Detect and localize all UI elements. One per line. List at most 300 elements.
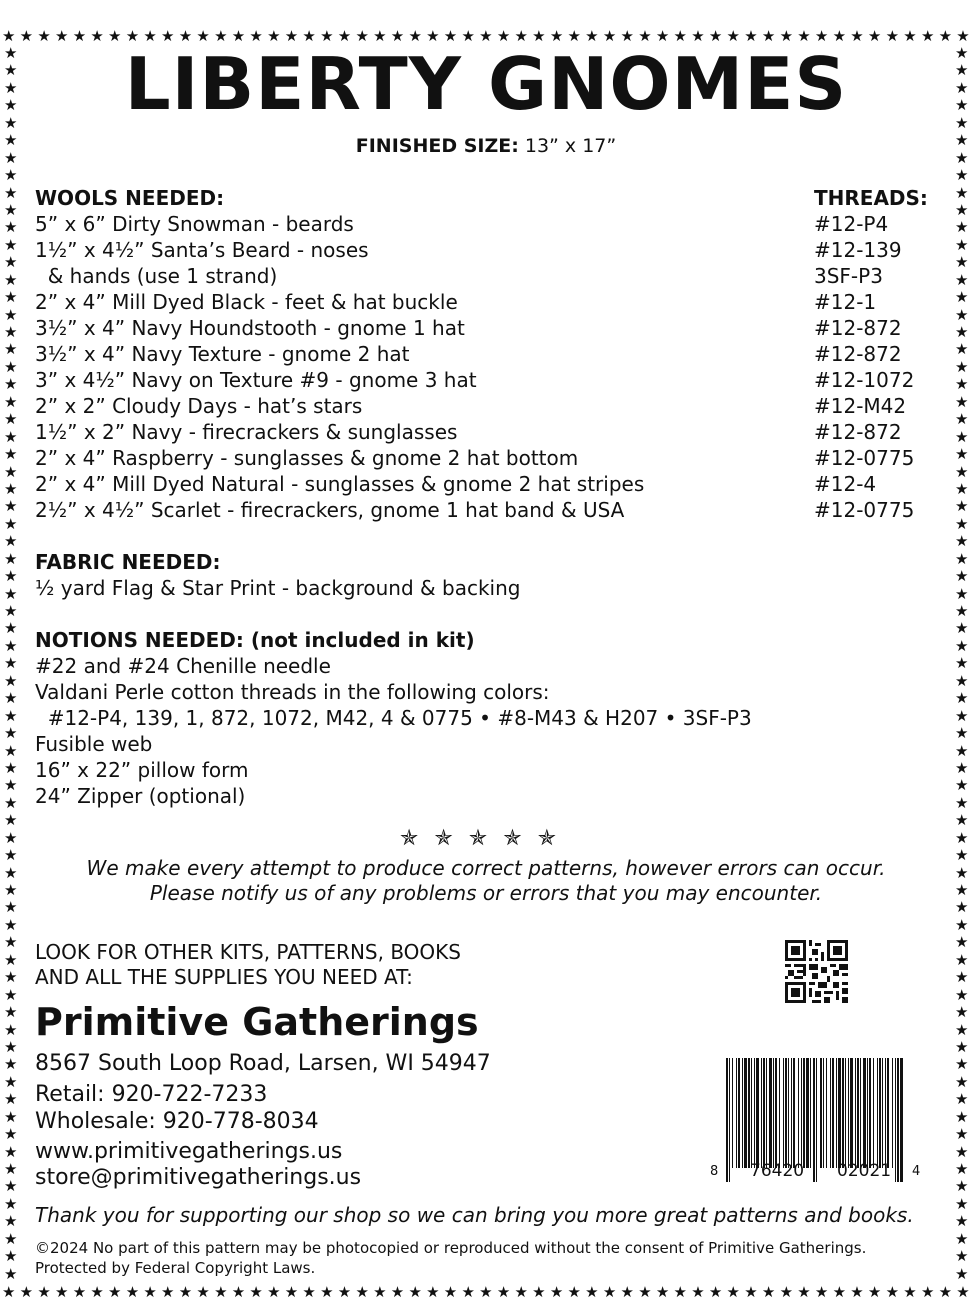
star-icon: ★ xyxy=(302,27,316,45)
star-icon: ★ xyxy=(479,27,493,45)
star-icon: ★ xyxy=(955,427,969,446)
notion-item: Valdani Perle cotton threads in the following colors: xyxy=(35,680,550,704)
barcode-bar xyxy=(895,1058,896,1182)
star-icon: ★ xyxy=(19,27,34,45)
lookfor-line: LOOK FOR OTHER KITS, PATTERNS, BOOKS xyxy=(35,940,461,964)
star-icon: ★ xyxy=(4,758,18,777)
star-icon: ★ xyxy=(2,27,16,45)
star-icon: ★ xyxy=(955,654,969,673)
star-icon: ★ xyxy=(955,218,969,237)
star-icon: ★ xyxy=(408,27,422,45)
star-icon: ★ xyxy=(4,671,18,690)
star-icon: ★ xyxy=(4,357,18,376)
barcode-bar xyxy=(810,1058,811,1168)
thread-item: #12-139 xyxy=(814,238,902,262)
star-icon: ★ xyxy=(938,27,953,45)
star-icon: ★ xyxy=(955,305,969,324)
star-icon: ★ xyxy=(955,898,969,917)
copyright-line: Protected by Federal Copyright Laws. xyxy=(35,1259,316,1277)
wool-item: 2½” x 4½” Scarlet - firecrackers, gnome 1 hat band & USA xyxy=(35,498,625,522)
star-icon: ★ xyxy=(4,584,18,603)
fabric-heading: FABRIC NEEDED: xyxy=(35,550,221,574)
barcode-bar xyxy=(823,1058,824,1168)
star-icon: ★ xyxy=(4,567,18,586)
wool-item: 2” x 4” Mill Dyed Natural - sunglasses & gnome 2 hat stripes xyxy=(35,472,645,496)
star-icon: ★ xyxy=(955,863,969,882)
barcode-bar xyxy=(742,1058,743,1168)
star-icon: ★ xyxy=(125,1283,140,1301)
star-icon: ★ xyxy=(867,27,882,45)
barcode-bar xyxy=(869,1058,871,1168)
star-divider xyxy=(0,826,972,851)
star-icon: ★ xyxy=(4,898,18,917)
star-icon: ★ xyxy=(4,1072,18,1091)
star-icon: ★ xyxy=(4,410,18,429)
barcode-bar xyxy=(877,1058,878,1168)
star-icon: ★ xyxy=(955,96,969,115)
star-icon: ★ xyxy=(90,1283,104,1301)
thread-item: #12-0775 xyxy=(814,498,915,522)
star-icon: ★ xyxy=(284,1283,299,1301)
star-icon: ★ xyxy=(955,445,969,464)
star-icon: ★ xyxy=(4,532,18,551)
star-icon: ★ xyxy=(4,1125,18,1144)
star-icon: ★ xyxy=(4,340,18,359)
star-icon: ★ xyxy=(231,1283,246,1301)
barcode-bar xyxy=(798,1058,799,1168)
star-icon: ★ xyxy=(4,305,18,324)
star-icon: ★ xyxy=(4,270,18,289)
star-icon: ★ xyxy=(832,1283,847,1301)
wool-item: 2” x 4” Raspberry - sunglasses & gnome 2 hat bottom xyxy=(35,446,579,470)
star-icon: ★ xyxy=(955,288,969,307)
star-icon: ★ xyxy=(267,1283,281,1301)
wool-item: 1½” x 4½” Santa’s Beard - noses xyxy=(35,238,369,262)
barcode-digits-left: 76420 xyxy=(750,1161,805,1181)
star-icon: ★ xyxy=(955,462,969,481)
star-icon: ★ xyxy=(708,1283,723,1301)
star-icon: ★ xyxy=(744,27,758,45)
notion-item: #22 and #24 Chenille needle xyxy=(35,654,331,678)
star-icon: ★ xyxy=(955,532,969,551)
page-title: LIBERTY GNOMES xyxy=(124,42,848,126)
star-icon: ★ xyxy=(532,1283,546,1301)
star-icon: ★ xyxy=(726,27,740,45)
star-icon: ★ xyxy=(955,584,969,603)
star-icon: ★ xyxy=(4,985,18,1004)
star-icon: ★ xyxy=(955,724,969,743)
star-icon: ★ xyxy=(4,96,18,115)
star-icon: ✯ xyxy=(503,826,538,851)
barcode-bar xyxy=(850,1058,853,1168)
star-icon: ★ xyxy=(196,27,210,45)
star-icon: ★ xyxy=(955,846,969,865)
wool-item: 2” x 2” Cloudy Days - hat’s stars xyxy=(35,394,363,418)
barcode-bar xyxy=(785,1058,787,1168)
star-border-right xyxy=(955,46,968,1282)
star-icon: ★ xyxy=(814,27,829,45)
star-icon: ★ xyxy=(585,1283,599,1301)
star-icon: ★ xyxy=(955,235,969,254)
star-icon: ★ xyxy=(955,1125,969,1144)
fabric-item: ½ yard Flag & Star Print - background & backing xyxy=(35,576,521,600)
star-icon: ★ xyxy=(4,131,18,150)
star-icon: ★ xyxy=(955,253,969,272)
barcode-bar xyxy=(813,1058,815,1182)
star-icon: ★ xyxy=(249,27,263,45)
star-icon: ★ xyxy=(2,1283,16,1301)
barcode-bar xyxy=(806,1058,809,1168)
barcode-bar xyxy=(726,1058,728,1182)
star-icon: ★ xyxy=(620,1283,634,1301)
barcode-bar xyxy=(885,1058,886,1168)
star-icon: ★ xyxy=(108,27,122,45)
star-icon: ★ xyxy=(673,1283,687,1301)
star-icon: ★ xyxy=(638,27,652,45)
star-icon: ★ xyxy=(955,1264,969,1283)
star-icon: ★ xyxy=(496,1283,511,1301)
barcode-bar xyxy=(845,1058,846,1168)
thread-item: #12-872 xyxy=(814,316,902,340)
star-icon: ★ xyxy=(4,863,18,882)
wool-item: 3½” x 4” Navy Texture - gnome 2 hat xyxy=(35,342,410,366)
barcode-bar xyxy=(754,1058,755,1168)
thread-item: #12-0775 xyxy=(814,446,915,470)
website-link[interactable]: www.primitivegatherings.us xyxy=(35,1139,343,1164)
star-icon: ★ xyxy=(955,1212,969,1231)
star-icon: ★ xyxy=(231,27,246,45)
thread-item: #12-872 xyxy=(814,342,902,366)
star-icon: ★ xyxy=(955,706,969,725)
wholesale-phone: Wholesale: 920-778-8034 xyxy=(35,1109,319,1134)
star-icon: ★ xyxy=(4,846,18,865)
star-icon: ✯ xyxy=(434,826,469,851)
star-icon: ★ xyxy=(4,375,18,394)
star-icon: ★ xyxy=(514,1283,528,1301)
address: 8567 South Loop Road, Larsen, WI 54947 xyxy=(35,1051,491,1076)
star-icon: ★ xyxy=(955,1177,969,1196)
star-icon: ★ xyxy=(4,113,18,132)
star-icon: ★ xyxy=(955,793,969,812)
star-icon: ★ xyxy=(955,1229,969,1248)
star-icon: ★ xyxy=(955,915,969,934)
barcode-bar xyxy=(830,1058,831,1168)
star-icon: ✯ xyxy=(468,826,504,851)
star-icon: ★ xyxy=(602,1283,617,1301)
star-icon: ★ xyxy=(178,1283,193,1301)
star-icon: ★ xyxy=(955,392,969,411)
star-icon: ★ xyxy=(920,1283,935,1301)
star-icon: ★ xyxy=(302,1283,316,1301)
star-icon: ★ xyxy=(337,1283,352,1301)
star-icon: ★ xyxy=(885,1283,900,1301)
star-icon: ★ xyxy=(920,27,935,45)
star-icon: ★ xyxy=(4,968,18,987)
star-icon: ★ xyxy=(585,27,599,45)
star-icon: ★ xyxy=(355,27,369,45)
star-icon: ★ xyxy=(567,27,581,45)
star-icon: ★ xyxy=(337,27,352,45)
star-icon: ★ xyxy=(4,933,18,952)
star-icon: ★ xyxy=(955,78,969,97)
star-icon: ★ xyxy=(955,968,969,987)
barcode-bar xyxy=(860,1058,861,1168)
barcode-bar xyxy=(836,1058,837,1168)
star-icon: ★ xyxy=(4,235,18,254)
star-icon: ★ xyxy=(4,1212,18,1231)
barcode-bar xyxy=(820,1058,822,1168)
star-icon: ★ xyxy=(955,479,969,498)
wool-item: 5” x 6” Dirty Snowman - beards xyxy=(35,212,354,236)
star-icon: ★ xyxy=(4,793,18,812)
star-icon: ★ xyxy=(4,828,18,847)
thank-you-note: Thank you for supporting our shop so we can bring you more great patterns and books. xyxy=(35,1203,914,1227)
star-icon: ★ xyxy=(955,619,969,638)
star-icon: ★ xyxy=(955,1247,969,1266)
star-icon: ★ xyxy=(602,27,617,45)
star-icon: ★ xyxy=(955,166,969,185)
star-icon: ★ xyxy=(691,1283,705,1301)
star-icon: ★ xyxy=(161,27,175,45)
star-icon: ★ xyxy=(955,567,969,586)
star-icon: ★ xyxy=(4,462,18,481)
copyright-line: ©2024 No part of this pattern may be photocopied or reproduced without the consent of Primitive Gatherings. xyxy=(35,1239,867,1257)
star-icon: ★ xyxy=(955,636,969,655)
barcode-digits-right: 02021 xyxy=(837,1161,892,1181)
barcode-bar xyxy=(738,1058,740,1168)
star-icon: ★ xyxy=(4,323,18,341)
star-icon: ★ xyxy=(903,1283,917,1301)
star-icon: ★ xyxy=(125,27,140,45)
star-icon: ★ xyxy=(955,1003,969,1022)
star-icon: ★ xyxy=(955,514,969,533)
star-icon: ★ xyxy=(549,27,564,45)
star-icon: ★ xyxy=(955,1020,969,1039)
star-icon: ★ xyxy=(443,1283,458,1301)
star-icon: ★ xyxy=(4,724,18,743)
star-icon: ★ xyxy=(955,985,969,1004)
star-icon: ★ xyxy=(72,27,87,45)
star-icon: ★ xyxy=(37,27,51,45)
star-icon: ★ xyxy=(143,1283,157,1301)
finished-size xyxy=(0,131,972,157)
star-icon: ★ xyxy=(655,27,670,45)
wool-item: 3½” x 4” Navy Houndstooth - gnome 1 hat xyxy=(35,316,465,340)
finished-size-label: FINISHED SIZE: xyxy=(355,135,519,157)
thread-item: #12-P4 xyxy=(814,212,889,236)
star-icon: ★ xyxy=(214,27,228,45)
email-link[interactable]: store@primitivegatherings.us xyxy=(35,1165,362,1190)
barcode-bar xyxy=(736,1058,737,1168)
star-icon: ★ xyxy=(4,392,18,411)
thread-item: 3SF-P3 xyxy=(814,264,883,288)
star-icon: ★ xyxy=(4,61,18,80)
barcode-bar xyxy=(892,1058,893,1168)
star-icon: ★ xyxy=(108,1283,122,1301)
star-icon: ★ xyxy=(461,1283,475,1301)
star-icon: ★ xyxy=(249,1283,263,1301)
star-icon: ★ xyxy=(955,340,969,359)
star-icon: ★ xyxy=(4,1020,18,1039)
barcode-bar xyxy=(729,1058,730,1182)
star-icon: ★ xyxy=(850,27,864,45)
star-icon: ★ xyxy=(4,706,18,725)
star-icon: ★ xyxy=(955,410,969,429)
star-icon: ★ xyxy=(461,27,475,45)
star-icon: ★ xyxy=(4,1055,18,1074)
star-icon: ★ xyxy=(797,1283,811,1301)
star-icon: ★ xyxy=(955,270,969,289)
star-icon: ★ xyxy=(955,61,969,80)
barcode-bar xyxy=(801,1058,802,1168)
star-icon: ★ xyxy=(549,1283,564,1301)
star-icon: ★ xyxy=(955,113,969,132)
star-icon: ★ xyxy=(37,1283,51,1301)
barcode-bar xyxy=(783,1058,784,1168)
threads-heading: THREADS: xyxy=(814,186,928,210)
star-icon: ★ xyxy=(214,1283,228,1301)
star-icon: ★ xyxy=(955,1194,969,1213)
barcode-bar xyxy=(744,1058,747,1168)
barcode-bar xyxy=(751,1058,752,1168)
star-icon: ★ xyxy=(955,1107,969,1126)
star-icon: ★ xyxy=(955,183,969,202)
barcode-bar xyxy=(887,1058,889,1168)
star-icon: ★ xyxy=(4,1142,18,1161)
barcode-bar xyxy=(756,1058,759,1168)
notion-item: #12-P4, 139, 1, 872, 1072, M42, 4 & 0775 • #8-M43 & H207 • 3SF-P3 xyxy=(35,706,752,730)
star-icon: ★ xyxy=(90,27,104,45)
star-icon: ★ xyxy=(4,514,18,533)
star-icon: ★ xyxy=(4,479,18,498)
barcode-bar xyxy=(842,1058,844,1168)
star-icon: ★ xyxy=(814,1283,829,1301)
star-icon: ★ xyxy=(267,27,281,45)
star-icon: ★ xyxy=(726,1283,740,1301)
star-icon: ★ xyxy=(779,27,794,45)
star-icon: ★ xyxy=(4,1037,18,1056)
thread-item: #12-M42 xyxy=(814,394,907,418)
barcode-bar xyxy=(816,1058,817,1182)
star-icon: ★ xyxy=(373,27,387,45)
star-icon: ★ xyxy=(4,1247,18,1266)
star-icon: ✯ xyxy=(537,826,573,851)
star-icon: ★ xyxy=(4,183,18,202)
star-icon: ★ xyxy=(408,1283,422,1301)
star-icon: ★ xyxy=(4,881,18,899)
barcode-bar xyxy=(832,1058,834,1168)
notion-item: Fusible web xyxy=(35,732,153,756)
star-icon: ★ xyxy=(178,27,193,45)
star-icon: ★ xyxy=(955,933,969,952)
star-icon: ★ xyxy=(761,27,776,45)
barcode-bar xyxy=(732,1058,733,1168)
star-icon: ★ xyxy=(72,1283,87,1301)
star-icon: ★ xyxy=(955,1037,969,1056)
star-icon: ★ xyxy=(903,27,917,45)
barcode-bar xyxy=(863,1058,866,1168)
barcode-bar xyxy=(803,1058,805,1168)
barcode-bar xyxy=(791,1058,792,1168)
star-icon: ★ xyxy=(797,27,811,45)
star-icon: ★ xyxy=(4,148,18,167)
star-icon: ★ xyxy=(955,497,969,516)
star-icon: ★ xyxy=(955,323,969,341)
wool-item: 1½” x 2” Navy - firecrackers & sunglasses xyxy=(35,420,458,444)
star-icon: ★ xyxy=(867,1283,882,1301)
star-icon: ★ xyxy=(4,1177,18,1196)
star-icon: ★ xyxy=(284,27,299,45)
wool-item: & hands (use 1 strand) xyxy=(35,264,278,288)
star-icon: ★ xyxy=(4,1160,18,1178)
star-icon: ★ xyxy=(955,602,969,620)
barcode-bar xyxy=(748,1058,750,1168)
star-icon: ★ xyxy=(196,1283,210,1301)
star-icon: ★ xyxy=(4,200,18,219)
star-icon: ★ xyxy=(4,427,18,446)
star-icon: ★ xyxy=(955,881,969,899)
star-icon: ★ xyxy=(744,1283,758,1301)
star-icon: ★ xyxy=(4,654,18,673)
thread-item: #12-872 xyxy=(814,420,902,444)
barcode-digit-first: 8 xyxy=(710,1164,719,1179)
star-icon: ★ xyxy=(955,375,969,394)
star-icon: ★ xyxy=(955,1072,969,1091)
star-icon: ★ xyxy=(479,1283,493,1301)
wool-item: 3” x 4½” Navy on Texture #9 - gnome 3 hat xyxy=(35,368,477,392)
barcode-bar xyxy=(867,1058,868,1168)
barcode-bar xyxy=(793,1058,795,1168)
star-icon: ★ xyxy=(567,1283,581,1301)
barcode-bar xyxy=(775,1058,777,1168)
star-icon: ★ xyxy=(426,1283,440,1301)
star-icon: ★ xyxy=(355,1283,369,1301)
star-icon: ★ xyxy=(938,1283,953,1301)
star-icon: ★ xyxy=(4,619,18,638)
star-icon: ★ xyxy=(4,1194,18,1213)
star-icon: ★ xyxy=(4,1090,18,1109)
thread-item: #12-1 xyxy=(814,290,877,314)
barcode-digit-last: 4 xyxy=(912,1164,921,1179)
star-icon: ★ xyxy=(955,131,969,150)
star-icon: ★ xyxy=(955,148,969,167)
star-icon: ★ xyxy=(373,1283,387,1301)
finished-size-value: 13” x 17” xyxy=(524,135,617,157)
star-icon: ★ xyxy=(514,27,528,45)
barcode-bar xyxy=(838,1058,841,1168)
barcode-bar xyxy=(769,1058,772,1168)
barcode-bar xyxy=(773,1058,774,1168)
star-icon: ★ xyxy=(55,27,69,45)
wool-item: 2” x 4” Mill Dyed Black - feet & hat buckle xyxy=(35,290,458,314)
retail-phone: Retail: 920-722-7233 xyxy=(35,1082,268,1107)
star-icon: ★ xyxy=(390,27,405,45)
star-icon: ★ xyxy=(426,27,440,45)
star-icon: ★ xyxy=(161,1283,175,1301)
star-icon: ★ xyxy=(4,445,18,464)
qr-code-icon xyxy=(785,940,848,1003)
barcode-bar xyxy=(779,1058,780,1168)
star-icon: ★ xyxy=(955,741,969,760)
star-icon: ★ xyxy=(4,602,18,620)
star-icon: ★ xyxy=(4,1107,18,1126)
star-icon: ★ xyxy=(955,1090,969,1109)
barcode-bar xyxy=(879,1058,881,1168)
star-icon: ★ xyxy=(673,27,687,45)
star-icon: ★ xyxy=(832,27,847,45)
star-icon: ★ xyxy=(532,27,546,45)
star-icon: ★ xyxy=(143,27,157,45)
